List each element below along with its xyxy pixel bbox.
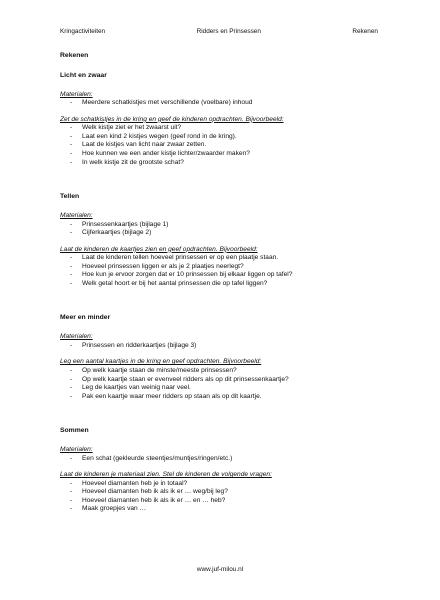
materials-list [60,455,380,464]
materials-label: Materialen: [60,333,93,341]
list-item: - Pak een kaartje waar meer ridders op staan als op dit kaartje. [60,393,380,402]
section-sommen [60,427,380,514]
list-item: - Hoeveel diamanten heb ik als ik er … weg/bij leg? [60,488,380,497]
task-list [60,367,380,401]
page-footer: www.juf-milou.nl [196,566,244,573]
list-item: - Hoeveel prinsessen liggen er als je 2 plaatjes neerlegt? [60,263,380,272]
list-item: - Meerdere schatkistjes met verschillende (voelbare) inhoud [60,99,380,108]
list-item: - Hoeveel diamanten heb ik als ik er … en … heb? [60,497,380,506]
task-list [60,480,380,514]
section-tellen [60,193,380,288]
list-item: - Welk kistje ziet er het zwaarst uit? [60,124,380,133]
list-item: - Prinsessen en ridderkaartjes (bijlage 3) [60,342,380,351]
section-title: Meer en minder [60,314,111,322]
list-item: - Maak groepjes van … [60,505,380,514]
materials-list [60,221,380,238]
materials-label: Materialen: [60,446,93,454]
list-item: - Welk getal hoort er bij het aantal prinsessen die op tafel liggen? [60,280,380,289]
page-header [60,28,378,36]
section-title: Licht en zwaar [60,71,107,79]
header-center: Ridders en Prinsessen [196,28,261,35]
list-item: - Hoe kun je ervoor zorgen dat er 10 prinsessen bij elkaar liggen op tafel? [60,271,380,280]
list-item: - Leg de kaartjes van weinig naar veel. [60,384,380,393]
instruction-label: Laat de kinderen de kaartjes zien en geef opdrachten. Bijvoorbeeld: [60,245,258,253]
document-body [60,52,380,514]
list-item: - Een schat (gekleurde steentjes/muntjes/ringen/etc.) [60,455,380,464]
task-list [60,254,380,288]
list-item: - In welk kistje zit de grootste schat? [60,159,380,168]
list-item: - Laat de kinderen tellen hoeveel prinsessen er op een plaatje staan. [60,254,380,263]
header-left: Kringactiviteiten [60,28,106,35]
materials-list [60,99,380,108]
section-title: Sommen [60,427,89,435]
section-title: Tellen [60,193,80,201]
header-right: Rekenen [352,28,378,35]
list-item: - Hoe kunnen we een ander kistje lichter/zwaarder maken? [60,150,380,159]
main-title: Rekenen [60,52,89,59]
materials-list [60,342,380,351]
list-item: - Prinsessenkaartjes (bijlage 1) [60,221,380,230]
task-list [60,124,380,167]
instruction-label: Leg een aantal kaartjes in de kring en geef opdrachten. Bijvoorbeeld: [60,358,262,366]
section-meer-en-minder [60,314,380,401]
list-item: - Op welk kaartje staan er evenveel ridders als op dit prinsessenkaartje? [60,376,380,385]
list-item: - Hoeveel diamanten heb je in totaal? [60,480,380,489]
instruction-label: Laat de kinderen je materiaal zien. Stel de kinderen de volgende vragen: [60,471,272,479]
list-item: - Laat een kind 2 kistjes wegen (geef rond in de kring). [60,133,380,142]
section-licht-en-zwaar [60,72,380,167]
list-item: - Cijferkaartjes (bijlage 2) [60,229,380,238]
list-item: - Laat de kistjes van licht naar zwaar zetten. [60,141,380,150]
materials-label: Materialen: [60,211,93,219]
list-item: - Op welk kaartje staan de minste/meeste prinsessen? [60,367,380,376]
materials-label: Materialen: [60,90,93,98]
instruction-label: Zet de schatkistjes in de kring en geef de kinderen opdrachten. Bijvoorbeeld: [60,115,284,123]
